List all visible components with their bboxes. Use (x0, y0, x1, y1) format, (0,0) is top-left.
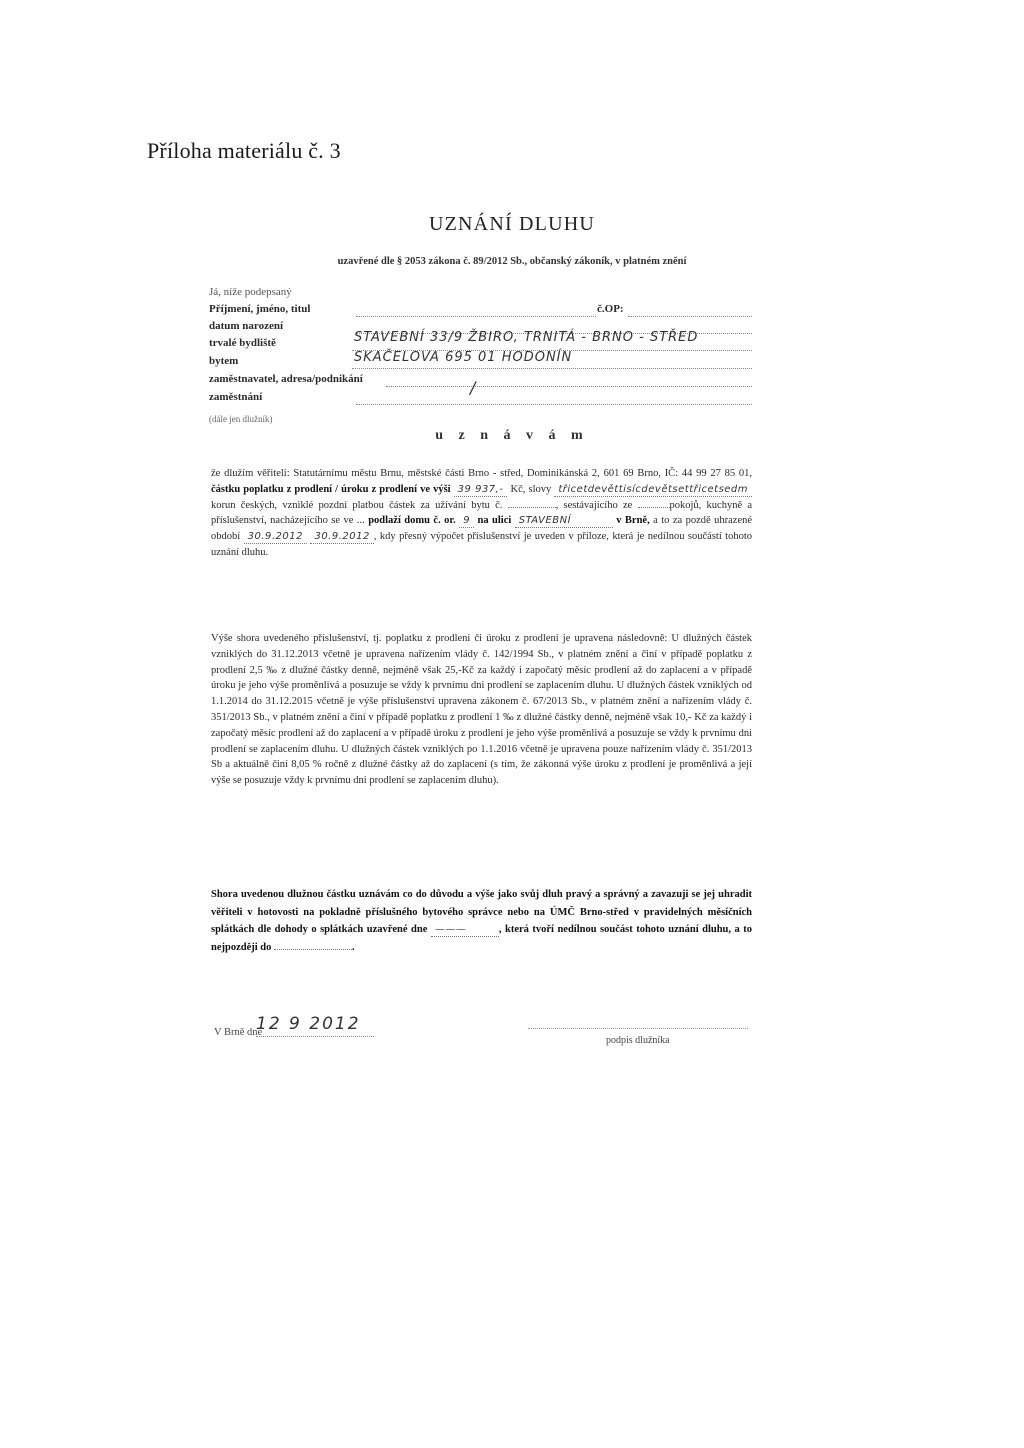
deadline-field (274, 949, 352, 950)
obligation-text-cont: , která tvoří nedílnou součást tohoto uznání dluhu, a to nejpozději do (211, 924, 752, 953)
debt-origin-text: korun českých, vzniklé pozdní platbou částek za užívání bytu č. (211, 499, 503, 511)
payment-obligation-paragraph (211, 886, 752, 956)
document-header: Příloha materiálu č. 3 (147, 138, 341, 163)
flat-rooms-text: , sestávajícího ze (555, 499, 633, 511)
agreement-date-value: ——— (431, 924, 499, 937)
debt-amount-value: 39 937,- (454, 484, 508, 497)
period-from-value: 30.9.2012 (244, 531, 307, 544)
city-text: v Brně, (616, 515, 650, 527)
interest-terms-paragraph: Výše shora uvedeného příslušenství, tj. poplatku z prodlení či úroku z prodlení je upravena následovně: U dlužných částek vzniklých do 31.12.2013 včetně je upravena nařízením vlády č. 142/1994 Sb., v platném znění a činí v případě poplatku z prodlení 2,5 ‰ z dlužné částky denně, nejméně však 25,-Kč za každý i započatý měsíc prodlení až do zaplacení a v případě úroku je jeho výše proměnlivá a posuzuje se vždy k prvnímu dni prodlení se zaplacením dluhu. U dlužných částek vzniklých od 1.1.2014 do 31.12.2015 včetně je výše příslušenství upravena zákonem č. 67/2013 Sb., v platném znění a nařízením vlády č. 351/2013 Sb., v platném znění a činí v případě poplatku z prodlení 1 ‰ z dlužné částky denně, nejméně však 10,- Kč za každý i započatý měsíc prodlení až do zaplacení a v případě úroku z prodlení je jeho výše proměnlivá a posuzuje se vždy k prvnímu dni prodlení se zaplacením dluhu. U dlužných částek vzniklých po 1.1.2016 včetně je upravena pouze nařízením vlády č. 351/2013 Sb a aktuálně činí 8,05 % ročně z dlužné částky až do zaplacení (s tím, že zákonná výše úroku z prodlení je proměnlivá a její výše se posuzuje vždy k prvnímu dni prodlení se zaplacením dluhu). (211, 633, 752, 787)
signature-label: podpis dlužníka (606, 1035, 670, 1046)
obligation-text: Shora uvedenou dlužnou částku uznávám co do důvodu a výše jako svůj dluh pravý a správný a zavazuji se jej uhradit věřiteli v hotovosti na pokladně příslušného bytového správce nebo na ÚMČ Brno-střed v pravidelných měsíčních splátkách dle dohody o splátkách uzavřené dne (211, 889, 752, 935)
document-subtitle: uzavřené dle § 2053 zákona č. 89/2012 Sb., občanský zákoník, v platném znění (337, 256, 687, 267)
document-title: UZNÁNÍ DLUHU (428, 213, 596, 235)
debt-amount-words: třicetdevěttisícdevětsettřicetsedm (554, 484, 752, 497)
debt-amount-text: částku poplatku z prodlení / úroku z prodlení ve výši (211, 483, 451, 495)
residence-line (352, 368, 752, 369)
intro-label: Já, níže podepsaný (209, 286, 292, 298)
residence-value: SKAČELOVA 695 01 HODONÍN (354, 350, 573, 365)
employer-value: / (470, 378, 477, 397)
house-number-value: 9 (459, 515, 474, 528)
place-date-label: V Brně dne (214, 1027, 263, 1038)
employment-label: zaměstnání (209, 391, 263, 403)
op-field (628, 316, 752, 317)
permanent-address-value: STAVEBNÍ 33/9 ŽBIRO, TRNITÁ - BRNO - STŘED (354, 330, 699, 345)
employment-line (356, 404, 752, 405)
debt-creditor-text: že dlužím věřiteli: Statutárnímu městu Brnu, městské části Brno - střed, Dominikánská 2, 601 69 Brno, IČ: 44 99 27 85 01, (211, 468, 752, 479)
street-text: na ulici (477, 515, 512, 527)
signature-date-value: 12 9 2012 (256, 1014, 361, 1034)
period-text: a to za pozdě uhrazené období (211, 515, 753, 543)
signature-line (528, 1028, 748, 1029)
rooms-count-field (638, 507, 670, 508)
employer-line (386, 386, 752, 387)
residence-label: bytem (209, 355, 239, 367)
obligation-end: . (352, 941, 355, 953)
date-line (256, 1036, 374, 1037)
name-label: Příjmení, jméno, titul (209, 303, 311, 315)
recognize-heading: u z n á v á m (435, 428, 589, 443)
house-number-text: podlaží domu č. or. (368, 515, 456, 527)
debt-currency-text: Kč, slovy (510, 483, 552, 495)
permanent-address-label: trvalé bydliště (209, 337, 276, 349)
debtor-note: (dále jen dlužník) (209, 414, 273, 424)
birth-date-label: datum narození (209, 320, 284, 332)
flat-number-field (508, 507, 556, 508)
period-note-text: , kdy přesný výpočet příslušenství je uveden v příloze, která je nedílnou součástí tohoto uznání dluhu. (211, 531, 753, 558)
debt-statement (211, 466, 752, 561)
op-label: č.OP: (597, 303, 624, 315)
employer-label: zaměstnavatel, adresa/podnikání (209, 373, 363, 385)
street-value: STAVEBNÍ (515, 515, 613, 528)
period-to-value: 30.9.2012 (310, 531, 373, 544)
flat-location-text: pokojů, kuchyně a příslušenství, nacházejícího se ve ... (211, 499, 752, 527)
name-field (356, 316, 596, 317)
